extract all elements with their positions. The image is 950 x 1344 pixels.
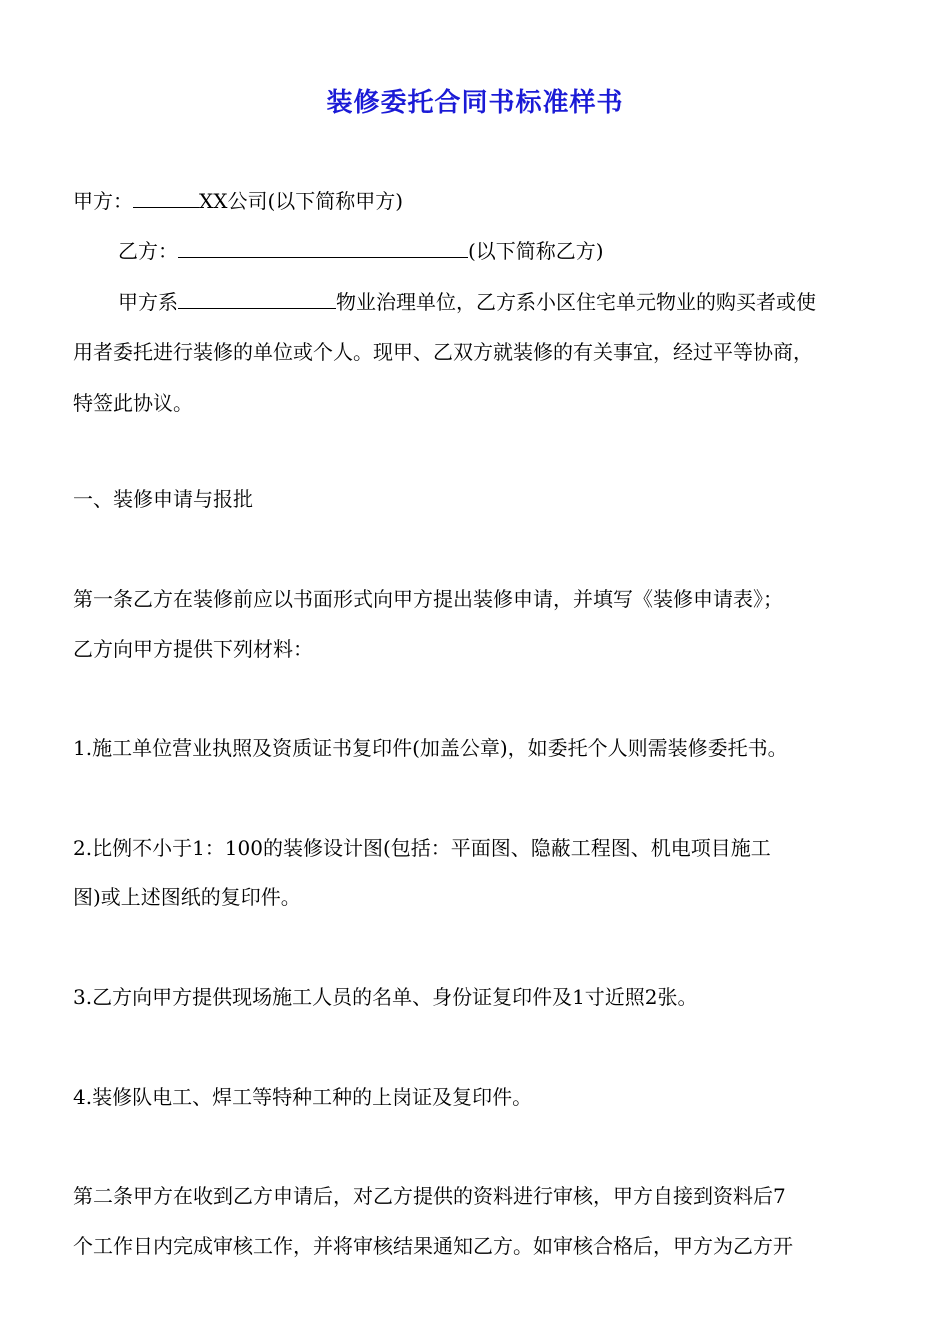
article-1-line-1: 第一条乙方在装修前应以书面形式向甲方提出装修申请，并填写《装修申请表》； [73, 587, 783, 611]
article-2-line-1: 第二条甲方在收到乙方申请后，对乙方提供的资料进行审核，甲方自接到资料后7 [73, 1184, 786, 1208]
party-a-line [73, 187, 403, 214]
party-a-blank [133, 187, 199, 208]
section-heading-1: 一、装修申请与报批 [73, 487, 253, 511]
intro-line-1 [118, 288, 816, 315]
party-b-line [118, 237, 604, 264]
list-item-1: 1.施工单位营业执照及资质证书复印件(加盖公章)，如委托个人则需装修委托书。 [73, 736, 788, 760]
party-a-value: XX公司(以下简称甲方) [199, 189, 404, 213]
list-item-3: 3.乙方向甲方提供现场施工人员的名单、身份证复印件及1寸近照2张。 [73, 985, 698, 1009]
party-b-label: 乙方： [118, 239, 178, 263]
article-1-line-2: 乙方向甲方提供下列材料： [73, 637, 313, 661]
party-b-blank [178, 237, 468, 258]
party-b-suffix: (以下简称乙方) [468, 239, 604, 263]
intro-line-3: 特签此协议。 [73, 391, 193, 415]
intro-blank [178, 288, 336, 309]
intro-line-2: 用者委托进行装修的单位或个人。现甲、乙双方就装修的有关事宜，经过平等协商， [73, 340, 813, 364]
intro-lead: 甲方系 [118, 290, 178, 314]
list-item-2-line-2: 图)或上述图纸的复印件。 [73, 885, 301, 909]
article-2-line-2: 个工作日内完成审核工作，并将审核结果通知乙方。如审核合格后，甲方为乙方开 [73, 1234, 793, 1258]
list-item-2-line-1: 2.比例不小于1：100的装修设计图(包括：平面图、隐蔽工程图、机电项目施工 [73, 836, 771, 860]
list-item-4: 4.装修队电工、焊工等特种工种的上岗证及复印件。 [73, 1085, 533, 1109]
party-a-label: 甲方： [73, 189, 133, 213]
document-title: 装修委托合同书标准样书 [326, 88, 624, 118]
intro-line1-rest: 物业治理单位，乙方系小区住宅单元物业的购买者或使 [336, 290, 816, 314]
